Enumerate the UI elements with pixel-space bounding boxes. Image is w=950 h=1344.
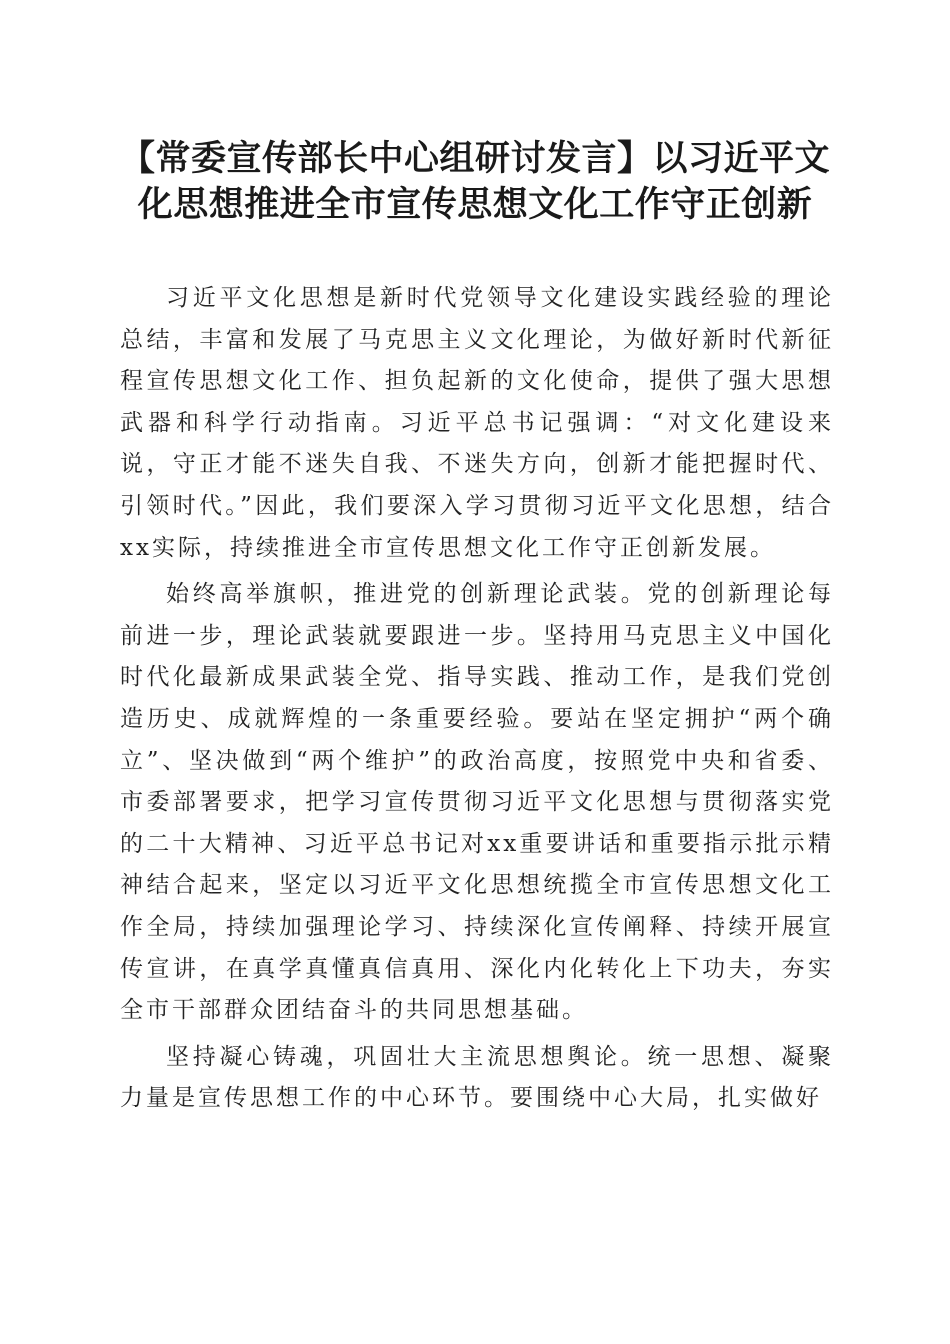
title-line-1: 【常委宣传部长中心组研讨发言】以习近平文 <box>119 139 830 179</box>
paragraph-1: 习近平文化思想是新时代党领导文化建设实践经验的理论总结，丰富和发展了马克思主义文化理论，为做好新时代新征程宣传思想文化工作、担负起新的文化使命，提供了强大思想武器和科学行动指南。习近平总书记强调：“对文化建设来说，守正才能不迷失自我、不迷失方向，创新才能把握时代、引领时代。”因此，我们要深入学习贯彻习近平文化思想，结合xx实际，持续推进全市宣传思想文化工作守正创新发展。 <box>120 285 834 561</box>
paragraph-2: 始终高举旗帜，推进党的创新理论武装。党的创新理论每前进一步，理论武装就要跟进一步。坚持用马克思主义中国化时代化最新成果武装全党、指导实践、推动工作，是我们党创造历史、成就辉煌的一条重要经验。要站在坚定拥护“两个确立”、坚决做到“两个维护”的政治高度，按照党中央和省委、市委部署要求，把学习宣传贯彻习近平文化思想与贯彻落实党的二十大精神、习近平总书记对xx重要讲话和重要指示批示精神结合起来，坚定以习近平文化思想统揽全市宣传思想文化工作全局，持续加强理论学习、持续深化宣传阐释、持续开展宣传宣讲，在真学真懂真信真用、深化内化转化上下功夫，夯实全市干部群众团结奋斗的共同思想基础。 <box>120 581 834 1024</box>
document-body <box>120 278 834 1125</box>
paragraph-3: 坚持凝心铸魂，巩固壮大主流思想舆论。统一思想、凝聚力量是宣传思想工作的中心环节。要围绕中心大局，扎实做好 <box>120 1043 834 1112</box>
document-title <box>100 136 850 228</box>
title-line-2: 化思想推进全市宣传思想文化工作守正创新 <box>137 185 813 225</box>
